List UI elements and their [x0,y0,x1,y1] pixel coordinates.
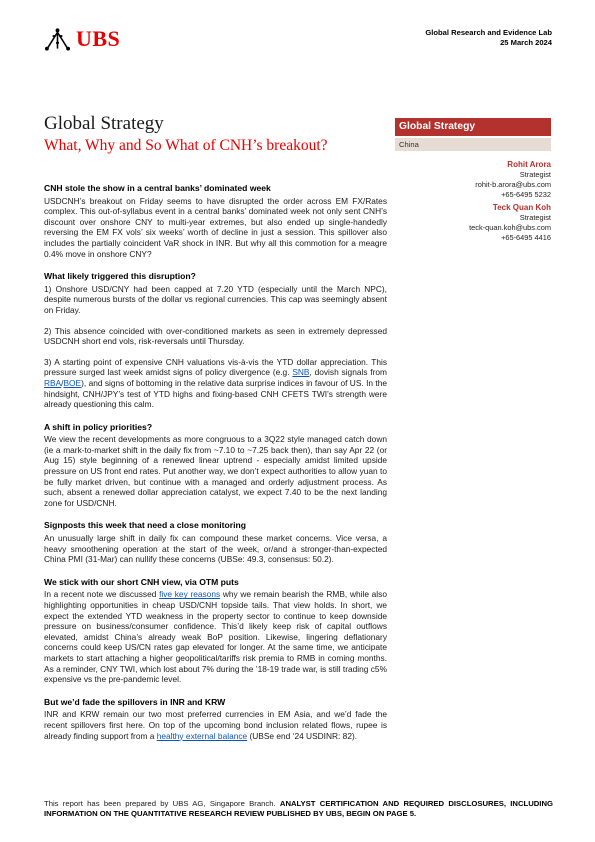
ubs-logo [44,26,120,52]
paragraph: An unusually large shift in daily fix can compound these market concerns. Vice versa, a heavy smoothening operation at the start of the week, or/and a stronger-than-expected China PMI (31-Mar) can nullify these concerns (UBSe: 49.3, consensus: 50.2). [44,533,387,565]
analyst-card [395,160,551,200]
paragraph [44,357,387,410]
analyst-name: Rohit Arora [507,160,551,169]
lab-name: Global Research and Evidence Lab [425,28,552,37]
paragraph [44,589,387,684]
analyst-email[interactable]: rohit-b.arora@ubs.com [475,180,551,189]
text-run: why we remain bearish the RMB, while also highlighting opportunities in cheap USD/CNH topside tails. That view holds. In short, we expect the extended YTD weakness in the property sector to continue to keep downside pressure on business/consumer confidence. This’d likely keep risk of capital outflows elevated, amidst China’s already weak BoP position. Likewise, lingering deflationary concerns could keep US/CN rates gap elevated for longer. At the same time, we anticipate markets to start attaching a higher geopolitical/tariffs risk premia to RMB in coming months. As a reminder, CNY TWI, which lost about 7% during the ’18-19 trade war, is still trading c5% expensive vs the pre-pandemic level. [44,589,387,685]
sidebar [395,118,551,243]
text-run: , dovish signals from [309,367,387,378]
snb-link[interactable]: SNB [292,367,310,378]
analyst-role: Strategist [519,213,551,222]
boe-link[interactable]: BOE [63,377,82,388]
disclosure-footer [44,799,553,819]
text-run: / [61,377,64,388]
five-key-reasons-link[interactable]: five key reasons [159,589,221,600]
brand-name: UBS [76,26,121,51]
sidebar-region: China [395,138,551,151]
analyst-phone: +65-6495 4416 [501,233,551,242]
page-subtitle: What, Why and So What of CNH’s breakout? [44,137,328,154]
text-run: ), and signs of bottoming in the relative data surprise indices in favour of US. In the hindsight, CNH/JPY’s test of YTD highs and fixing-based CNH CFETS TWI’s strength were already questioning this calm. [44,377,387,410]
section-heading: A shift in policy priorities? [44,421,153,432]
analyst-card [395,203,551,243]
report-body [44,183,387,741]
text-run: INR and KRW remain our two most preferred currencies in EM Asia, and we’d fade the recent spillovers first here. On top of the upcoming bond inclusion related flows, rupee is already finding support from a [44,709,387,741]
text-run: 3) A starting point of expensive CNH valuations vis-à-vis the YTD dollar appreciation. This pressure surged last week amidst signs of policy divergence (e.g. [44,356,387,378]
section-heading: What likely triggered this disruption? [44,271,196,282]
healthy-external-balance-link[interactable]: healthy external balance [156,730,248,741]
section-heading: CNH stole the show in a central banks’ dominated week [44,183,271,193]
ubs-keys-icon [44,27,71,51]
analyst-role: Strategist [519,170,551,179]
report-date: 25 March 2024 [500,38,552,47]
section-heading: We stick with our short CNH view, via OTM puts [44,576,239,587]
text-run: In a recent note we discussed [44,589,160,600]
header-meta [425,28,552,48]
page-title: Global Strategy [44,113,164,134]
rba-link[interactable]: RBA [44,377,62,388]
paragraph [44,709,387,741]
paragraph: USDCNH’s breakout on Friday seems to have disrupted the order across EM FX/Rates complex. This out-of-syllabus event in a central banks’ dominated week not only sent CNH’s discount over onshore CNY to multi-year extremes, but also ended up single-handedly reversing the EM FX vols’ six weeks’ worth of decline in just a session. This spillover also includes the partially coincident VaR shock in INR. But why all this commotion for a meagre 0.4% move in onshore CNY? [44,195,387,259]
paragraph: 2) This absence coincided with over-conditioned markets as seen in extremely depressed USDCNH short end vols, risk-reversals until Thursday. [44,325,387,347]
paragraph: We view the recent developments as more congruous to a 3Q22 style managed catch down (ie a mark-to-market shift in the daily fix from ~7.10 to ~7.25 back then), than say Apr 22 (or Aug 15) style beginning of a renewed linear uptrend - especially amidst limited upside pressure on US front end rates. Put another way, we don’t expect authorities to allow yuan to be fully market driven, but continue with a managed and orderly adjustment process. As such, absent a renewed dollar appreciation catalyst, we expect 7.40 to be the next landing zone for USD/CNH. [44,434,387,508]
paragraph: 1) Onshore USD/CNY had been capped at 7.20 YTD (especially until the March NPC), despite numerous bursts of the dollar vs regional currencies. This cap was seemingly absent on Friday. [44,283,387,315]
section-heading: But we’d fade the spillovers in INR and KRW [44,696,226,707]
analyst-name: Teck Quan Koh [492,203,551,212]
footer-text: This report has been prepared by UBS AG, Singapore Branch. [44,799,280,808]
analyst-email[interactable]: teck-quan.koh@ubs.com [469,223,551,232]
analyst-phone: +65-6495 5232 [501,190,551,199]
footer-disclosure: ANALYST CERTIFICATION AND REQUIRED DISCLOSURES, INCLUDING INFORMATION ON THE QUANTITATIVE RESEARCH REVIEW PUBLISHED BY UBS, BEGIN ON PAGE 5. [44,799,553,818]
text-run: (UBSe end ‘24 USDINR: 82). [247,730,358,741]
section-heading: Signposts this week that need a close monitoring [44,520,246,531]
sidebar-section-title: Global Strategy [395,118,551,136]
